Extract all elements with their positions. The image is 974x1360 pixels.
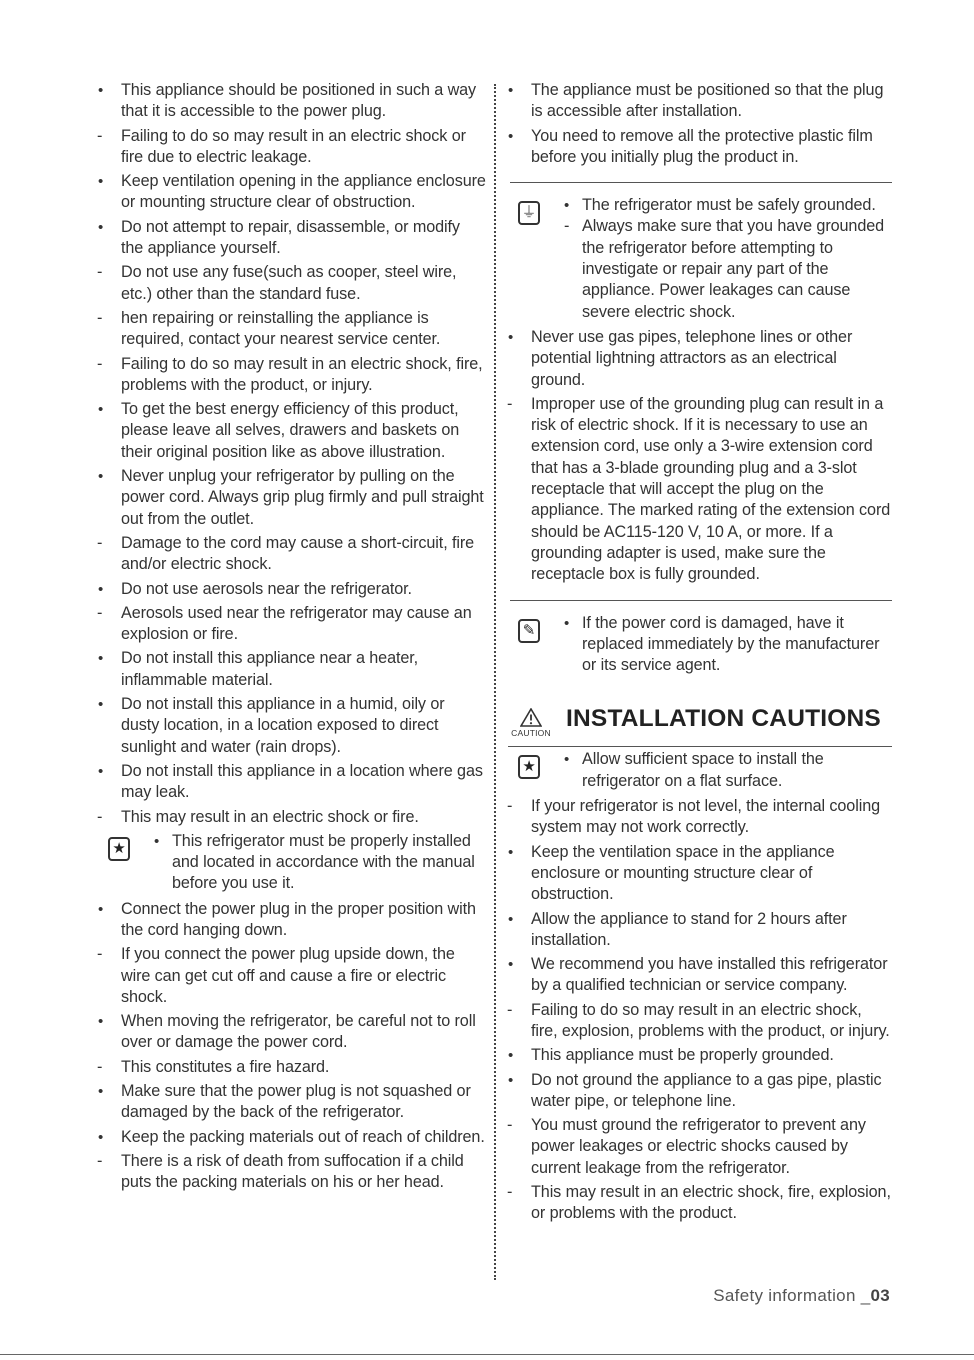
footer-section: Safety information _ — [713, 1286, 871, 1305]
bullet-item — [96, 579, 486, 600]
bullet-item — [506, 909, 892, 952]
item-text: Failing to do so may result in an electric shock, fire, explosion, problems with the product, or injury. — [531, 1000, 890, 1040]
note-bullet-item — [562, 749, 892, 792]
item-text: You must ground the refrigerator to prevent any power leakages or electric shocks caused by current leakage from the refrigerator. — [531, 1116, 866, 1177]
bullet-marker — [506, 954, 526, 975]
bullet-marker — [96, 1081, 116, 1102]
dash-marker — [96, 603, 116, 624]
dash-marker — [506, 1182, 526, 1203]
note-block — [506, 195, 892, 323]
dash-marker — [96, 126, 116, 147]
bullet-marker — [96, 694, 116, 715]
bullet-item — [506, 1070, 892, 1113]
dash-item — [506, 1182, 892, 1225]
note-dash-item — [562, 216, 892, 322]
dash-item — [506, 1115, 892, 1179]
ground-note-icon: ⏚ — [518, 201, 540, 225]
dash-marker — [506, 394, 526, 415]
warning-triangle-icon — [520, 708, 542, 727]
bullet-item — [506, 327, 892, 391]
bullet-marker — [96, 80, 116, 101]
dash-marker — [96, 944, 116, 965]
item-text: You need to remove all the protective plastic film before you initially plug the product in. — [531, 126, 873, 166]
caution-note — [506, 749, 892, 792]
section-title: INSTALLATION CAUTIONS — [566, 705, 881, 733]
item-text: Keep the ventilation space in the appliance enclosure or mounting structure clear of obstruction. — [531, 842, 835, 904]
column-divider — [494, 84, 496, 1280]
page-number: 03 — [870, 1286, 890, 1305]
bullet-marker — [506, 1070, 526, 1091]
item-text: Failing to do so may result in an electric shock or fire due to electric leakage. — [121, 126, 466, 166]
bullet-marker — [506, 80, 526, 101]
bullet-item — [506, 1045, 892, 1066]
dash-item — [96, 1057, 486, 1078]
left-column — [96, 80, 486, 1197]
item-text: This may result in an electric shock, fire, explosion, or problems with the product. — [531, 1183, 891, 1223]
item-text: Keep the packing materials out of reach of children. — [121, 1127, 485, 1146]
ground-note — [506, 195, 892, 323]
item-text: Failing to do so may result in an electric shock, fire, problems with the product, or injury. — [121, 354, 483, 394]
caution-label: CAUTION — [511, 728, 551, 739]
installation-cautions-heading — [508, 702, 892, 747]
caution-icon — [508, 708, 554, 738]
item-text: Never use gas pipes, telephone lines or other potential lightning attractors as an electrical ground. — [531, 327, 853, 389]
dash-marker — [96, 1151, 116, 1172]
dash-item — [506, 394, 892, 586]
dash-marker — [96, 308, 116, 329]
bullet-marker — [96, 466, 116, 487]
bullet-marker — [96, 1127, 116, 1148]
bullet-marker — [96, 899, 116, 920]
horizontal-rule — [510, 600, 892, 601]
item-text: There is a risk of death from suffocation if a child puts the packing materials on his or her head. — [121, 1151, 464, 1192]
item-text: This appliance must be properly grounded. — [531, 1046, 834, 1065]
item-text: hen repairing or reinstalling the appliance is required, contact your nearest service center. — [121, 308, 441, 349]
item-text: This may result in an electric shock or fire. — [121, 807, 419, 826]
dash-marker — [96, 354, 116, 375]
bullet-item — [96, 217, 486, 260]
dash-item — [506, 1000, 892, 1043]
bullet-marker — [96, 761, 116, 782]
item-text: Do not install this appliance near a heater, inflammable material. — [121, 649, 419, 689]
right-bottom-list — [506, 796, 892, 1225]
note-bullet-item — [562, 195, 892, 216]
dash-marker — [506, 796, 526, 817]
item-text: If your refrigerator is not level, the internal cooling system may not work correctly. — [531, 797, 881, 837]
item-text: Keep ventilation opening in the appliance enclosure or mounting structure clear of obstruction. — [121, 172, 486, 212]
dash-item — [96, 262, 486, 305]
bullet-item — [96, 399, 486, 463]
bullet-item — [96, 648, 486, 691]
item-text: We recommend you have installed this refrigerator by a qualified technician or service company. — [531, 955, 888, 995]
dash-item — [96, 944, 486, 1008]
bullet-marker — [506, 1045, 526, 1066]
bottom-rule — [0, 1354, 974, 1355]
item-text: Improper use of the grounding plug can result in a risk of electric shock. If it is necessary to use an extension cord, use only a 3-wire extension cord that has a 3-blade grounding plug and a 3-slot receptacle that will accept the plug on the appliance. The marked rating of the extension cord should be AC115-120 V, 10 A, or more. If a grounding adapter is used, make sure the receptacle box is fully grounded. — [531, 394, 891, 584]
note-text: Always make sure that you have grounded the refrigerator before attempting to investigate or repair any part of the appliance. Power leakages can cause severe electric shock. — [582, 217, 885, 321]
bullet-marker — [506, 909, 526, 930]
item-text: Do not use any fuse(such as cooper, steel wire, etc.) other than the standard fuse. — [121, 263, 457, 303]
item-text: The appliance must be positioned so that the plug is accessible after installation. — [531, 81, 884, 121]
star-note-icon: ★ — [518, 755, 540, 779]
dash-item — [96, 308, 486, 351]
bullet-marker — [96, 1011, 116, 1032]
dash-item — [96, 126, 486, 169]
page-footer — [713, 1286, 890, 1306]
bullet-item — [96, 1081, 486, 1124]
item-text: To get the best energy efficiency of this product, please leave all selves, drawers and baskets on their original position like as above illustration. — [121, 400, 460, 461]
note-text: The refrigerator must be safely grounded. — [582, 196, 876, 215]
dash-item — [96, 354, 486, 397]
note-bullet-item — [152, 831, 486, 895]
item-text: Damage to the cord may cause a short-circuit, fire and/or electric shock. — [121, 533, 475, 574]
bullet-item — [506, 80, 892, 123]
bullet-item — [506, 954, 892, 997]
item-text: Make sure that the power plug is not squashed or damaged by the back of the refrigerator. — [121, 1082, 471, 1122]
dash-marker — [562, 216, 567, 237]
item-text: Allow the appliance to stand for 2 hours after installation. — [531, 909, 847, 949]
horizontal-rule — [510, 182, 892, 183]
bullet-marker — [96, 579, 116, 600]
cord-note — [506, 613, 892, 677]
item-text: Do not install this appliance in a location where gas may leak. — [121, 761, 483, 802]
item-text: Never unplug your refrigerator by pulling on the power cord. Always grip plug firmly and pull straight out from the outlet. — [121, 467, 484, 528]
dash-marker — [96, 1057, 116, 1078]
note-text: If the power cord is damaged, have it replaced immediately by the manufacturer or its service agent. — [582, 613, 880, 675]
item-text: Connect the power plug in the proper position with the cord hanging down. — [121, 899, 476, 939]
dash-item — [96, 603, 486, 646]
bullet-marker — [96, 217, 116, 238]
note-block — [96, 831, 486, 895]
bullet-marker — [152, 831, 157, 852]
item-text: This appliance should be positioned in such a way that it is accessible to the power plug. — [121, 81, 477, 121]
bullet-item — [96, 899, 486, 942]
bullet-marker — [562, 749, 567, 770]
item-text: Do not attempt to repair, disassemble, or modify the appliance yourself. — [121, 217, 460, 258]
bullet-marker — [506, 842, 526, 863]
bullet-item — [96, 466, 486, 530]
note-bullet-item — [562, 613, 892, 677]
dash-item — [96, 533, 486, 576]
dash-marker — [96, 533, 116, 554]
item-text: If you connect the power plug upside down, the wire can get cut off and cause a fire or electric shock. — [121, 945, 455, 1006]
note-text: This refrigerator must be properly installed and located in accordance with the manual before you use it. — [172, 831, 475, 893]
right-column — [506, 80, 892, 1228]
item-text: Do not use aerosols near the refrigerator. — [121, 579, 412, 598]
bullet-item — [96, 694, 486, 758]
item-text: This constitutes a fire hazard. — [121, 1057, 330, 1076]
bullet-marker — [96, 171, 116, 192]
bullet-item — [96, 80, 486, 123]
dash-item — [96, 807, 486, 828]
item-text: Do not install this appliance in a humid, oily or dusty location, in a location exposed to direct sunlight and water (rain drops). — [121, 695, 445, 756]
bullet-marker — [562, 613, 567, 634]
item-text: When moving the refrigerator, be careful not to roll over or damage the power cord. — [121, 1012, 476, 1052]
bullet-marker — [96, 648, 116, 669]
bullet-item — [96, 761, 486, 804]
right-top-list — [506, 80, 892, 168]
note-block — [506, 613, 892, 677]
item-text: Do not ground the appliance to a gas pipe, plastic water pipe, or telephone line. — [531, 1070, 882, 1110]
damaged-cord-note-icon: ✎ — [518, 619, 540, 643]
dash-marker — [506, 1000, 526, 1021]
note-block — [506, 749, 892, 792]
bullet-item — [96, 1127, 486, 1148]
bullet-marker — [562, 195, 567, 216]
bullet-marker — [506, 327, 526, 348]
bullet-item — [506, 842, 892, 906]
bullet-item — [96, 171, 486, 214]
dash-marker — [96, 262, 116, 283]
dash-item — [96, 1151, 486, 1194]
item-text: Aerosols used near the refrigerator may cause an explosion or fire. — [121, 603, 472, 644]
note-text: Allow sufficient space to install the refrigerator on a flat surface. — [582, 750, 824, 790]
star-note-icon: ★ — [108, 837, 130, 861]
bullet-marker — [506, 126, 526, 147]
bullet-marker — [96, 399, 116, 420]
dash-marker — [506, 1115, 526, 1136]
dash-marker — [96, 807, 116, 828]
right-mid-list — [506, 327, 892, 586]
bullet-item — [506, 126, 892, 169]
dash-item — [506, 796, 892, 839]
bullet-item — [96, 1011, 486, 1054]
